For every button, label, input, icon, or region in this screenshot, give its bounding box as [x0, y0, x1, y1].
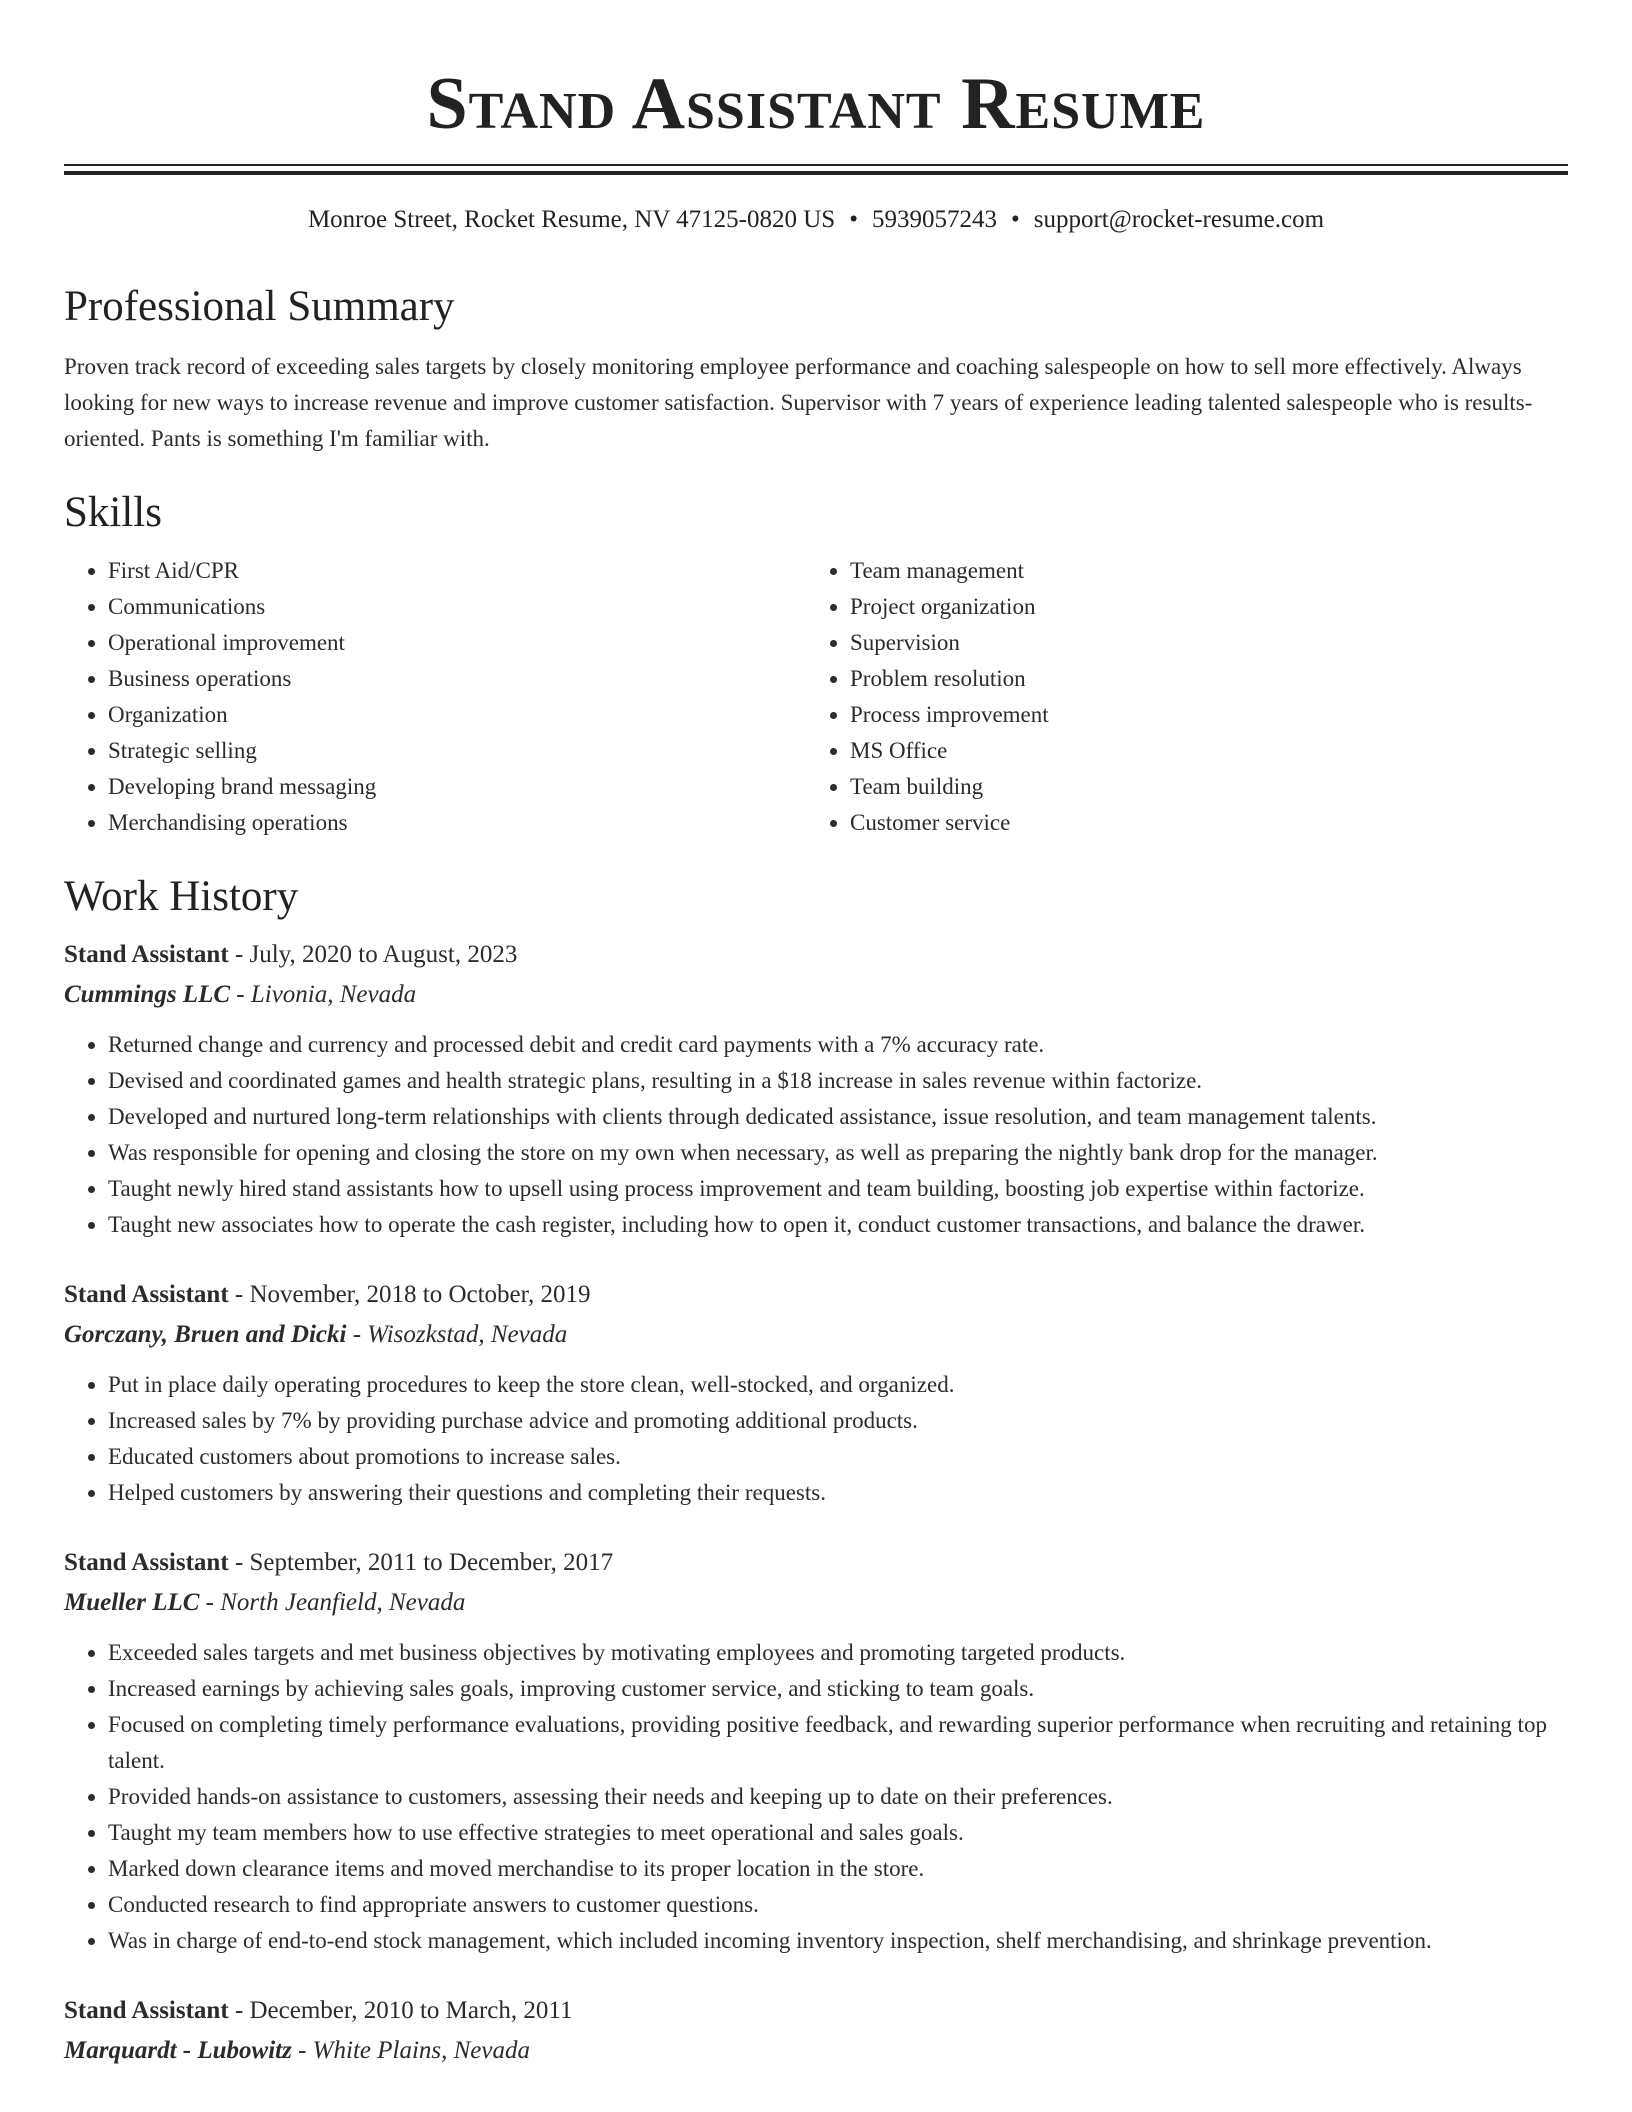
skill-item: • Supervision: [850, 625, 1548, 661]
skill-item: • Operational improvement: [108, 625, 806, 661]
job-bullet: • Educated customers about promotions to increase sales.: [108, 1439, 1568, 1475]
job-company: Cummings LLC: [64, 981, 231, 1008]
job-bullet: • Returned change and currency and processed debit and credit card payments with a 7% accuracy rate.: [108, 1027, 1568, 1063]
job-header: [64, 935, 1568, 975]
job-bullet: • Taught my team members how to use effective strategies to meet operational and sales goals.: [108, 1815, 1568, 1851]
skills-list-right: [806, 553, 1548, 841]
job-role: Stand Assistant: [64, 1997, 229, 2024]
contact-email: support@rocket-resume.com: [1033, 206, 1325, 233]
skill-item: • Organization: [108, 697, 806, 733]
skill-item: • Strategic selling: [108, 733, 806, 769]
skill-item: • Team management: [850, 553, 1548, 589]
job-bullet: • Conducted research to find appropriate answers to customer questions.: [108, 1887, 1568, 1923]
job-company: Marquardt - Lubowitz: [64, 2037, 292, 2064]
job-dates: - December, 2010 to March, 2011: [228, 1997, 573, 2024]
job-employer: [64, 2031, 1568, 2071]
job-entry: [64, 1991, 1568, 2071]
job-header: [64, 1275, 1568, 1315]
contact-address: Monroe Street, Rocket Resume, NV 47125-0820 US: [307, 206, 836, 233]
title-divider: [64, 164, 1568, 175]
job-bullet: • Developed and nurtured long-term relationships with clients through dedicated assistance, issue resolution, and team management talents.: [108, 1099, 1568, 1135]
skill-item: • First Aid/CPR: [108, 553, 806, 589]
skill-item: • Developing brand messaging: [108, 769, 806, 805]
skill-item: • Customer service: [850, 805, 1548, 841]
skills-heading: Skills: [64, 489, 162, 536]
job-employer: [64, 1583, 1568, 1623]
resume-title: Stand Assistant Resume: [426, 63, 1206, 145]
job-dates: - November, 2018 to October, 2019: [228, 1281, 591, 1308]
skill-item: • Problem resolution: [850, 661, 1548, 697]
job-entry: [64, 1543, 1568, 1959]
work-history-heading: Work History: [64, 873, 299, 920]
job-bullet: • Devised and coordinated games and health strategic plans, resulting in a $18 increase in sales revenue within factorize.: [108, 1063, 1568, 1099]
job-location: - White Plains, Nevada: [291, 2037, 530, 2064]
skill-item: • Process improvement: [850, 697, 1548, 733]
job-bullet: • Focused on completing timely performance evaluations, providing positive feedback, and rewarding superior performance when recruiting and retaining top talent.: [108, 1707, 1568, 1779]
job-location: - Wisozkstad, Nevada: [346, 1321, 568, 1348]
job-entry: [64, 1275, 1568, 1511]
resume-page: [64, 0, 1568, 2071]
skills-columns: [64, 553, 1568, 841]
job-employer: [64, 975, 1568, 1015]
skills-list-left: [64, 553, 806, 841]
job-employer: [64, 1315, 1568, 1355]
job-bullets: [64, 1635, 1568, 1959]
job-company: Mueller LLC: [64, 1589, 200, 1616]
job-bullet: • Taught newly hired stand assistants how to upsell using process improvement and team building, boosting job expertise within factorize.: [108, 1171, 1568, 1207]
skill-item: • Team building: [850, 769, 1548, 805]
job-bullet: • Exceeded sales targets and met business objectives by motivating employees and promoting targeted products.: [108, 1635, 1568, 1671]
summary-heading: Professional Summary: [64, 283, 455, 330]
job-bullet: • Put in place daily operating procedures to keep the store clean, well-stocked, and organized.: [108, 1367, 1568, 1403]
job-bullet: • Was in charge of end-to-end stock management, which included incoming inventory inspection, shelf merchandising, and shrinkage prevention.: [108, 1923, 1568, 1959]
skill-item: • Project organization: [850, 589, 1548, 625]
skill-item: • Communications: [108, 589, 806, 625]
job-location: - North Jeanfield, Nevada: [199, 1589, 466, 1616]
job-bullet: • Helped customers by answering their questions and completing their requests.: [108, 1475, 1568, 1511]
skill-item: • MS Office: [850, 733, 1548, 769]
contact-separator: •: [849, 206, 858, 233]
job-entry: [64, 935, 1568, 1243]
job-bullet: • Increased earnings by achieving sales goals, improving customer service, and sticking to team goals.: [108, 1671, 1568, 1707]
job-bullet: • Was responsible for opening and closing the store on my own when necessary, as well as preparing the nightly bank drop for the manager.: [108, 1135, 1568, 1171]
job-company: Gorczany, Bruen and Dicki: [64, 1321, 347, 1348]
skill-item: • Business operations: [108, 661, 806, 697]
job-bullet: • Increased sales by 7% by providing purchase advice and promoting additional products.: [108, 1403, 1568, 1439]
contact-separator: •: [1010, 206, 1020, 233]
contact-phone: 5939057243: [871, 206, 997, 233]
job-header: [64, 1543, 1568, 1583]
summary-text: Proven track record of exceeding sales targets by closely monitoring employee performance and coaching salespeople on how to sell more effectively. Always looking for new ways to increase revenue and improve customer satisfaction. Supervisor with 7 years of experience leading talented salespeople who is results-oriented. Pants is something I'm familiar with.: [64, 354, 1533, 451]
job-bullet: • Marked down clearance items and moved merchandise to its proper location in the store.: [108, 1851, 1568, 1887]
job-bullets: [64, 1367, 1568, 1511]
job-role: Stand Assistant: [64, 941, 229, 968]
job-bullet: • Provided hands-on assistance to customers, assessing their needs and keeping up to date on their preferences.: [108, 1779, 1568, 1815]
skill-item: • Merchandising operations: [108, 805, 806, 841]
job-role: Stand Assistant: [64, 1549, 229, 1576]
contact-line: [64, 203, 1568, 237]
job-dates: - July, 2020 to August, 2023: [228, 941, 518, 968]
job-location: - Livonia, Nevada: [230, 981, 417, 1008]
job-bullet: • Taught new associates how to operate the cash register, including how to open it, conduct customer transactions, and balance the drawer.: [108, 1207, 1568, 1243]
job-role: Stand Assistant: [64, 1281, 229, 1308]
job-bullets: [64, 1027, 1568, 1243]
job-dates: - September, 2011 to December, 2017: [228, 1549, 614, 1576]
job-header: [64, 1991, 1568, 2031]
